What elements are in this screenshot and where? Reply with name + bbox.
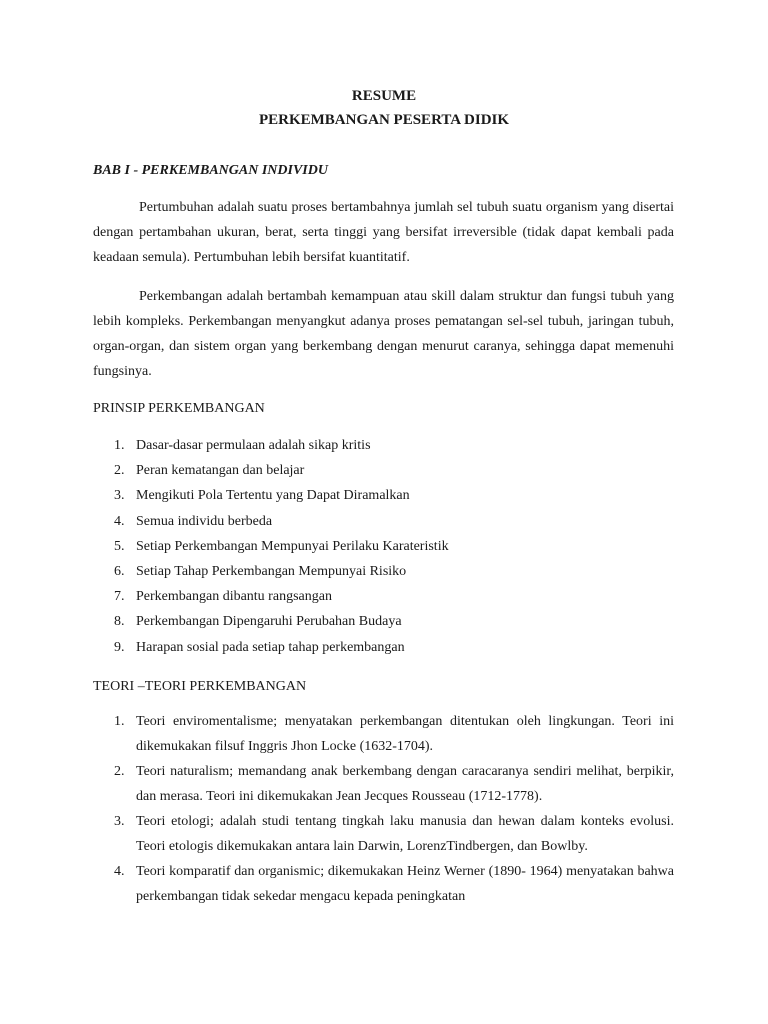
- list-item-text: Semua individu berbeda: [136, 513, 273, 529]
- list-item: [93, 559, 674, 584]
- list-item-text: Perkembangan Dipengaruhi Perubahan Budaya: [136, 614, 402, 630]
- list-item-text: Teori naturalism; memandang anak berkembang dengan caracaranya sendiri melihat, berpikir, dan merasa. Teori ini dikemukakan Jean Jecques Rousseau (1712-1778).: [136, 764, 674, 804]
- list-item: [93, 509, 674, 534]
- document-title: RESUME: [351, 88, 417, 104]
- list-item-text: Mengikuti Pola Tertentu yang Dapat Diramalkan: [136, 488, 410, 504]
- list-item-text: Setiap Perkembangan Mempunyai Perilaku Karateristik: [136, 538, 449, 554]
- list-item-text: Teori enviromentalisme; menyatakan perkembangan ditentukan oleh lingkungan. Teori ini dikemukakan filsuf Inggris Jhon Locke (1632-1704).: [136, 714, 674, 754]
- list-number: 5.: [114, 538, 125, 554]
- list-item-text: Peran kematangan dan belajar: [136, 463, 305, 479]
- list-number: 3.: [114, 814, 125, 829]
- paragraph-perkembangan: Perkembangan adalah bertambah kemampuan atau skill dalam struktur dan fungsi tubuh yang lebih kompleks. Perkembangan menyangkut adanya proses pematangan sel-sel tubuh, jaringan tubuh, organ-organ, dan sistem organ yang berkembang dengan menurut caranya, sehingga dapat memenuhi fungsinya.: [93, 289, 674, 379]
- list-item: [93, 609, 674, 634]
- list-item-text: Dasar-dasar permulaan adalah sikap kritis: [136, 438, 371, 453]
- list-number: 1.: [114, 714, 125, 729]
- list-item: [93, 483, 674, 508]
- list-item-text: Perkembangan dibantu rangsangan: [136, 589, 332, 605]
- list-item-text: Setiap Tahap Perkembangan Mempunyai Risiko: [136, 563, 407, 579]
- list-item: [93, 433, 674, 458]
- section-heading-prinsip: PRINSIP PERKEMBANGAN: [93, 401, 265, 416]
- list-number: 2.: [114, 463, 125, 479]
- list-item: [93, 584, 674, 609]
- list-item: [93, 635, 674, 660]
- list-item: [93, 709, 674, 759]
- list-number: 6.: [114, 563, 125, 579]
- list-item: [93, 859, 674, 909]
- list-number: 7.: [114, 589, 125, 605]
- list-number: 8.: [114, 614, 125, 630]
- chapter-heading: BAB I - PERKEMBANGAN INDIVIDU: [93, 163, 328, 178]
- list-item: [93, 458, 674, 483]
- list-item: [93, 534, 674, 559]
- list-number: 1.: [114, 438, 125, 453]
- paragraph-pertumbuhan: Pertumbuhan adalah suatu proses bertambahnya jumlah sel tubuh suatu organism yang disertai dengan pertambahan ukuran, berat, serta tinggi yang bersifat irreversible (tidak dapat kembali pada keadaan semula). Pertumbuhan lebih bersifat kuantitatif.: [93, 200, 674, 265]
- section-heading-teori: TEORI –TEORI PERKEMBANGAN: [93, 679, 307, 694]
- list-number: 2.: [114, 764, 125, 779]
- list-number: 3.: [114, 488, 125, 504]
- list-item-text: Harapan sosial pada setiap tahap perkembangan: [136, 639, 405, 655]
- document-subtitle: PERKEMBANGAN PESERTA DIDIK: [258, 112, 510, 128]
- prinsip-list: [93, 433, 674, 660]
- list-item-text: Teori komparatif dan organismic; dikemukakan Heinz Werner (1890- 1964) menyatakan bahwa perkembangan tidak sekedar mengacu kepada peningkatan: [136, 864, 674, 904]
- list-item: [93, 809, 674, 859]
- list-item: [93, 759, 674, 809]
- list-number: 9.: [114, 639, 125, 655]
- list-number: 4.: [114, 864, 125, 879]
- teori-list: [93, 709, 674, 909]
- list-item-text: Teori etologi; adalah studi tentang tingkah laku manusia dan hewan dalam konteks evolusi. Teori etologis dikemukakan antara lain Darwin, LorenzTindbergen, dan Bowlby.: [136, 814, 674, 854]
- list-number: 4.: [114, 513, 125, 529]
